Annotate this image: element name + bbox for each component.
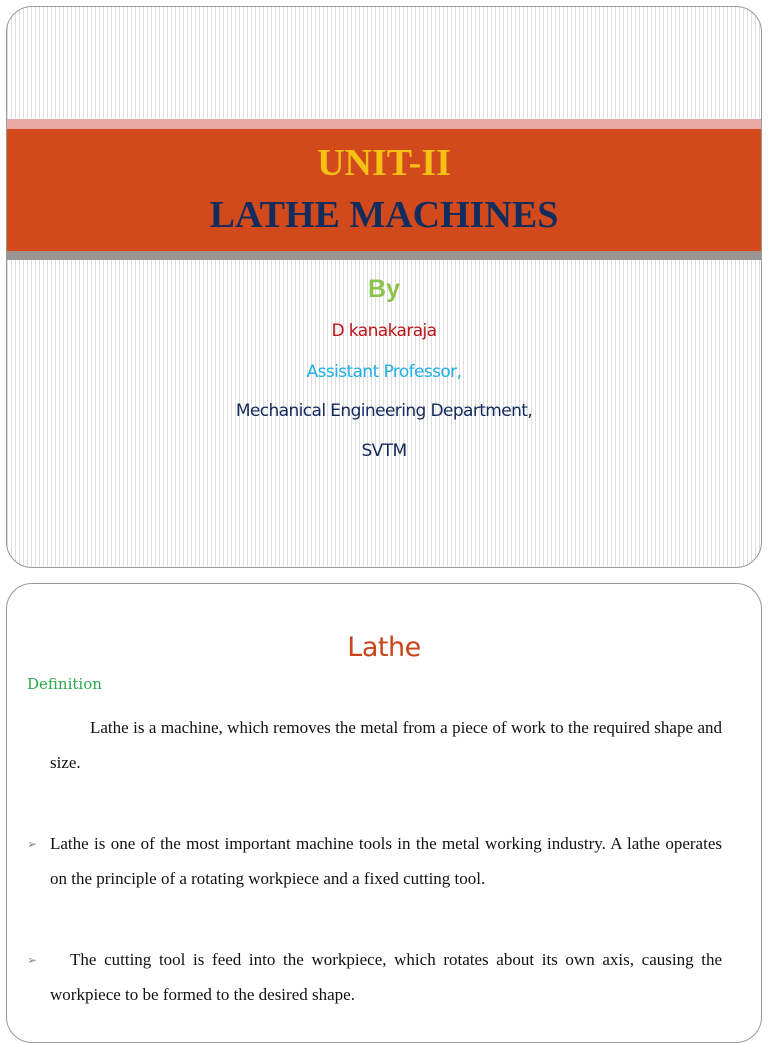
bullet-paragraph: Lathe is one of the most important machine tools in the metal working industry. A lathe operates on the principle of a rotating workpiece and a fixed cutting tool. — [50, 834, 722, 888]
title-band-bottom-stripe — [7, 251, 761, 260]
unit-label: UNIT-II — [317, 142, 451, 184]
title-band-top-stripe — [7, 119, 761, 129]
arrow-bullet-icon: ➢ — [27, 953, 38, 967]
author-department: Mechanical Engineering Department, — [235, 401, 533, 421]
author-name: D kanakaraja — [331, 321, 437, 341]
lathe-definition-slide — [6, 583, 762, 1043]
definition-label: Definition — [27, 675, 102, 693]
by-label: By — [368, 275, 400, 303]
author-institution: SVTM — [361, 441, 407, 461]
definition-paragraph: Lathe is a machine, which removes the metal from a piece of work to the required shape and size. — [50, 718, 722, 772]
subject-title: LATHE MACHINES — [209, 194, 559, 236]
title-slide — [6, 6, 762, 568]
slide-title: Lathe — [347, 632, 421, 663]
author-role: Assistant Professor, — [306, 362, 462, 382]
bullet-paragraph: The cutting tool is feed into the workpiece, which rotates about its own axis, causing the workpiece to be formed to the desired shape. — [50, 950, 722, 1004]
arrow-bullet-icon: ➢ — [27, 837, 38, 851]
